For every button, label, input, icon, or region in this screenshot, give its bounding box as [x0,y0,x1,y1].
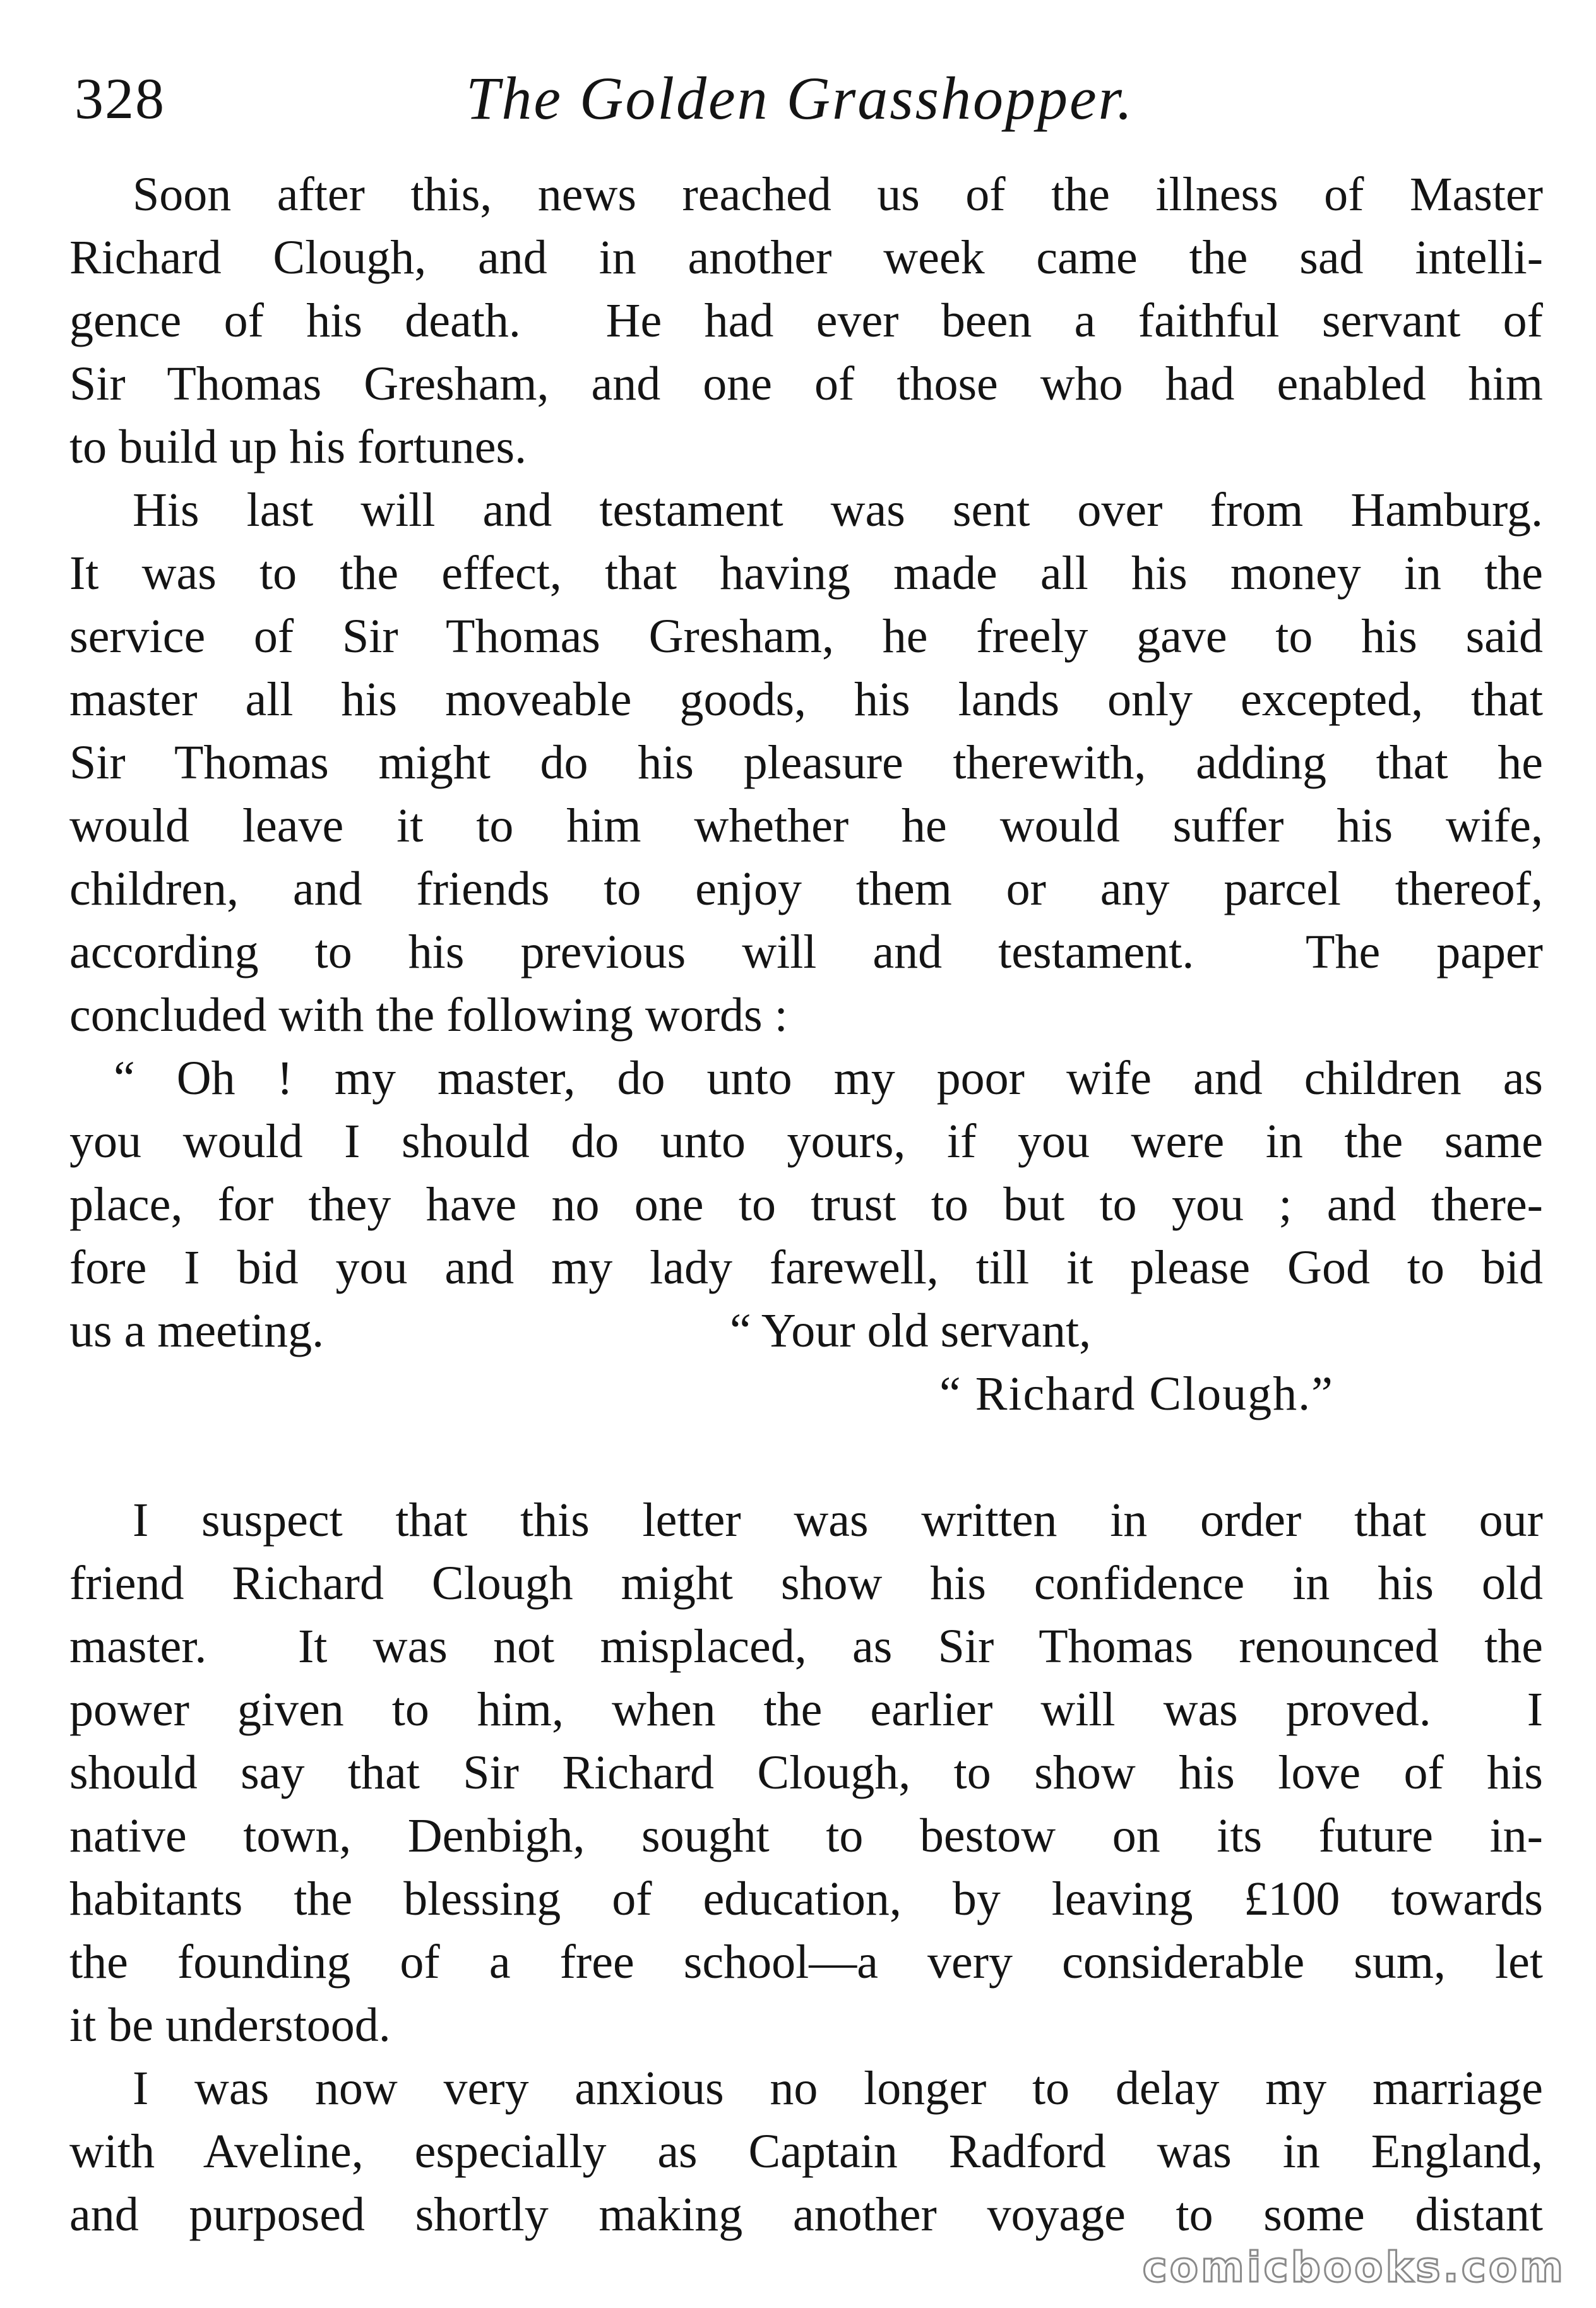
text-line: habitants the blessing of education, by leaving £100 towards [69,1872,1543,1925]
text-line: His last will and testament was sent over from Hamburg. [133,484,1543,537]
quote-line: fore I bid you and my lady farewell, till it please God to bid [69,1241,1543,1294]
quote-line: you would I should do unto yours, if you were in the same [69,1115,1543,1168]
text-line: gence of his death. He had ever been a faithful servant of [69,294,1543,347]
text-line: according to his previous will and testament. The paper [69,925,1543,979]
text-line: native town, Denbigh, sought to bestow on its future in- [69,1809,1543,1862]
watermark: comicbooks.com [1142,2243,1566,2292]
text-line: children, and friends to enjoy them or any parcel thereof, [69,862,1543,915]
running-title: The Golden Grasshopper. [466,64,1134,132]
page-number: 328 [74,66,165,131]
quote-line: us a meeting. [69,1304,325,1357]
text-line: Soon after this, news reached us of the illness of Master [133,168,1543,221]
quote-line: place, for they have no one to trust to but to you ; and there- [69,1178,1543,1231]
text-line: the founding of a free school—a very considerable sum, let [69,1936,1543,1989]
text-line: Sir Thomas Gresham, and one of those who had enabled him [69,357,1543,410]
text-line: with Aveline, especially as Captain Radford was in England, [69,2125,1543,2178]
text-line: power given to him, when the earlier will was proved. I [69,1683,1543,1736]
text-line: I was now very anxious no longer to delay my marriage [133,2062,1543,2115]
signature-name: “ Richard Clough.” [939,1367,1334,1420]
text-line: to build up his fortunes. [69,420,527,473]
text-line: master all his moveable goods, his lands only excepted, that [69,673,1543,726]
text-line: Sir Thomas might do his pleasure therewith, adding that he [69,736,1543,789]
text-line: I suspect that this letter was written in order that our [133,1494,1543,1547]
text-line: service of Sir Thomas Gresham, he freely gave to his said [69,610,1543,663]
text-line: It was to the effect, that having made all his money in the [69,547,1543,600]
text-line: should say that Sir Richard Clough, to show his love of his [69,1746,1543,1799]
text-line: Richard Clough, and in another week came the sad intelli- [69,231,1543,284]
text-line: and purposed shortly making another voyage to some distant [69,2188,1543,2241]
text-line: would leave it to him whether he would suffer his wife, [69,799,1543,852]
text-line: friend Richard Clough might show his confidence in his old [69,1557,1543,1610]
text-line: it be understood. [69,1999,391,2052]
text-line: concluded with the following words : [69,989,788,1042]
signature-closing: “ Your old servant, [730,1304,1092,1357]
text-line: master. It was not misplaced, as Sir Thomas renounced the [69,1620,1543,1673]
page-header [0,54,1596,143]
quote-line: “ Oh ! my master, do unto my poor wife and children as [114,1052,1543,1105]
